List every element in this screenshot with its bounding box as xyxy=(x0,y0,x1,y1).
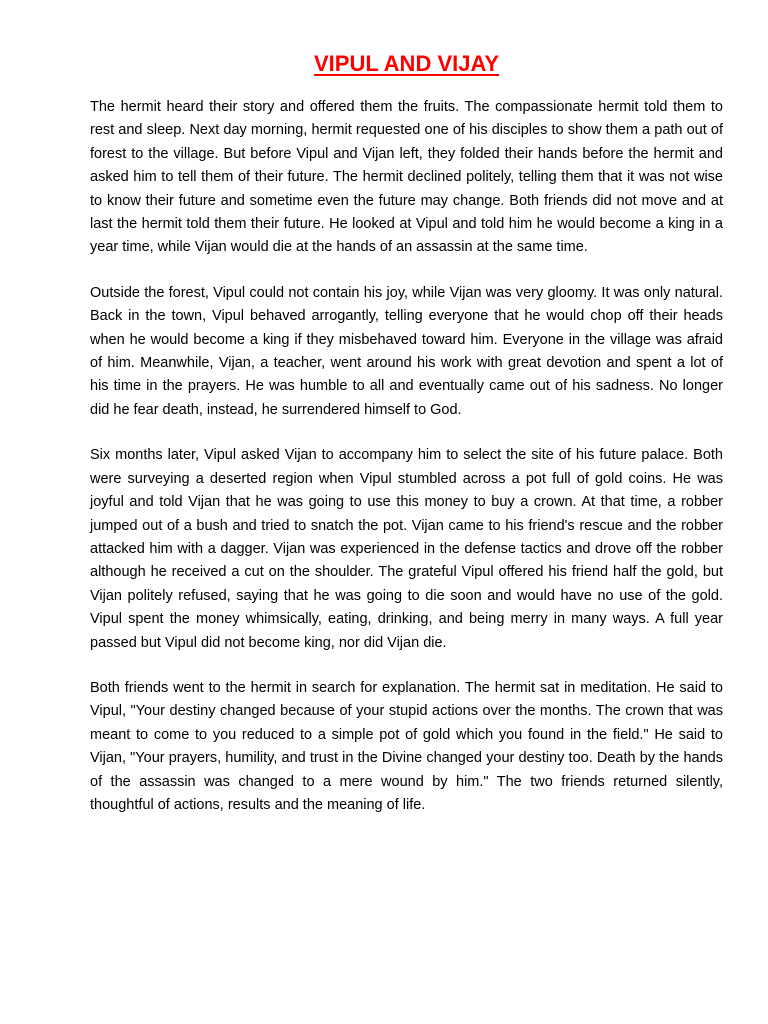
paragraph-3: Six months later, Vipul asked Vijan to accompany him to select the site of his future palace. Both were surveying a deserted region when Vipul stumbled across a pot full of gold coins. He was joyful and told Vijan that he was going to use this money to buy a crown. At that time, a robber jumped out of a bush and tried to snatch the pot. Vijan came to his friend's rescue and the robber attacked him with a dagger. Vijan was experienced in the defense tactics and drove off the robber although he received a cut on the shoulder. The grateful Vipul offered his friend half the gold, but Vijan politely refused, saying that he was going to die soon and would have no use of the gold. Vipul spent the money whimsically, eating, drinking, and being merry in many ways. A full year passed but Vipul did not become king, nor did Vijan die. xyxy=(90,447,723,651)
paragraph-4: Both friends went to the hermit in search for explanation. The hermit sat in meditation. He said to Vipul, "Your destiny changed because of your stupid actions over the months. The crown that was meant to come to you reduced to a simple pot of gold which you found in the field." He said to Vijan, "Your prayers, humility, and trust in the Divine changed your destiny too. Death by the hands of the assassin was changed to a mere wound by him." The two friends returned silently, thoughtful of actions, results and the meaning of life. xyxy=(90,679,723,813)
paragraph-1: The hermit heard their story and offered them the fruits. The compassionate hermit told them to rest and sleep. Next day morning, hermit requested one of his disciples to show them a path out of forest to the village. But before Vipul and Vijan left, they folded their hands before the hermit and asked him to tell them of their future. The hermit declined politely, telling them that it was not wise to know their future and sometime even the future may change. Both friends did not move and at last the hermit told them their future. He looked at Vipul and told him he would become a king in a year time, while Vijan would die at the hands of an assassin at the same time. xyxy=(90,99,723,256)
document-page xyxy=(90,48,723,839)
paragraph-2: Outside the forest, Vipul could not contain his joy, while Vijan was very gloomy. It was only natural. Back in the town, Vipul behaved arrogantly, telling everyone that he would chop off their heads when he would become a king if they misbehaved toward him. Everyone in the village was afraid of him. Meanwhile, Vijan, a teacher, went around his work with great devotion and spent a lot of his time in the prayers. He was humble to all and eventually came out of his sadness. No longer did he fear death, instead, he surrendered himself to God. xyxy=(90,284,723,418)
document-title: VIPUL AND VIJAY xyxy=(313,51,500,76)
